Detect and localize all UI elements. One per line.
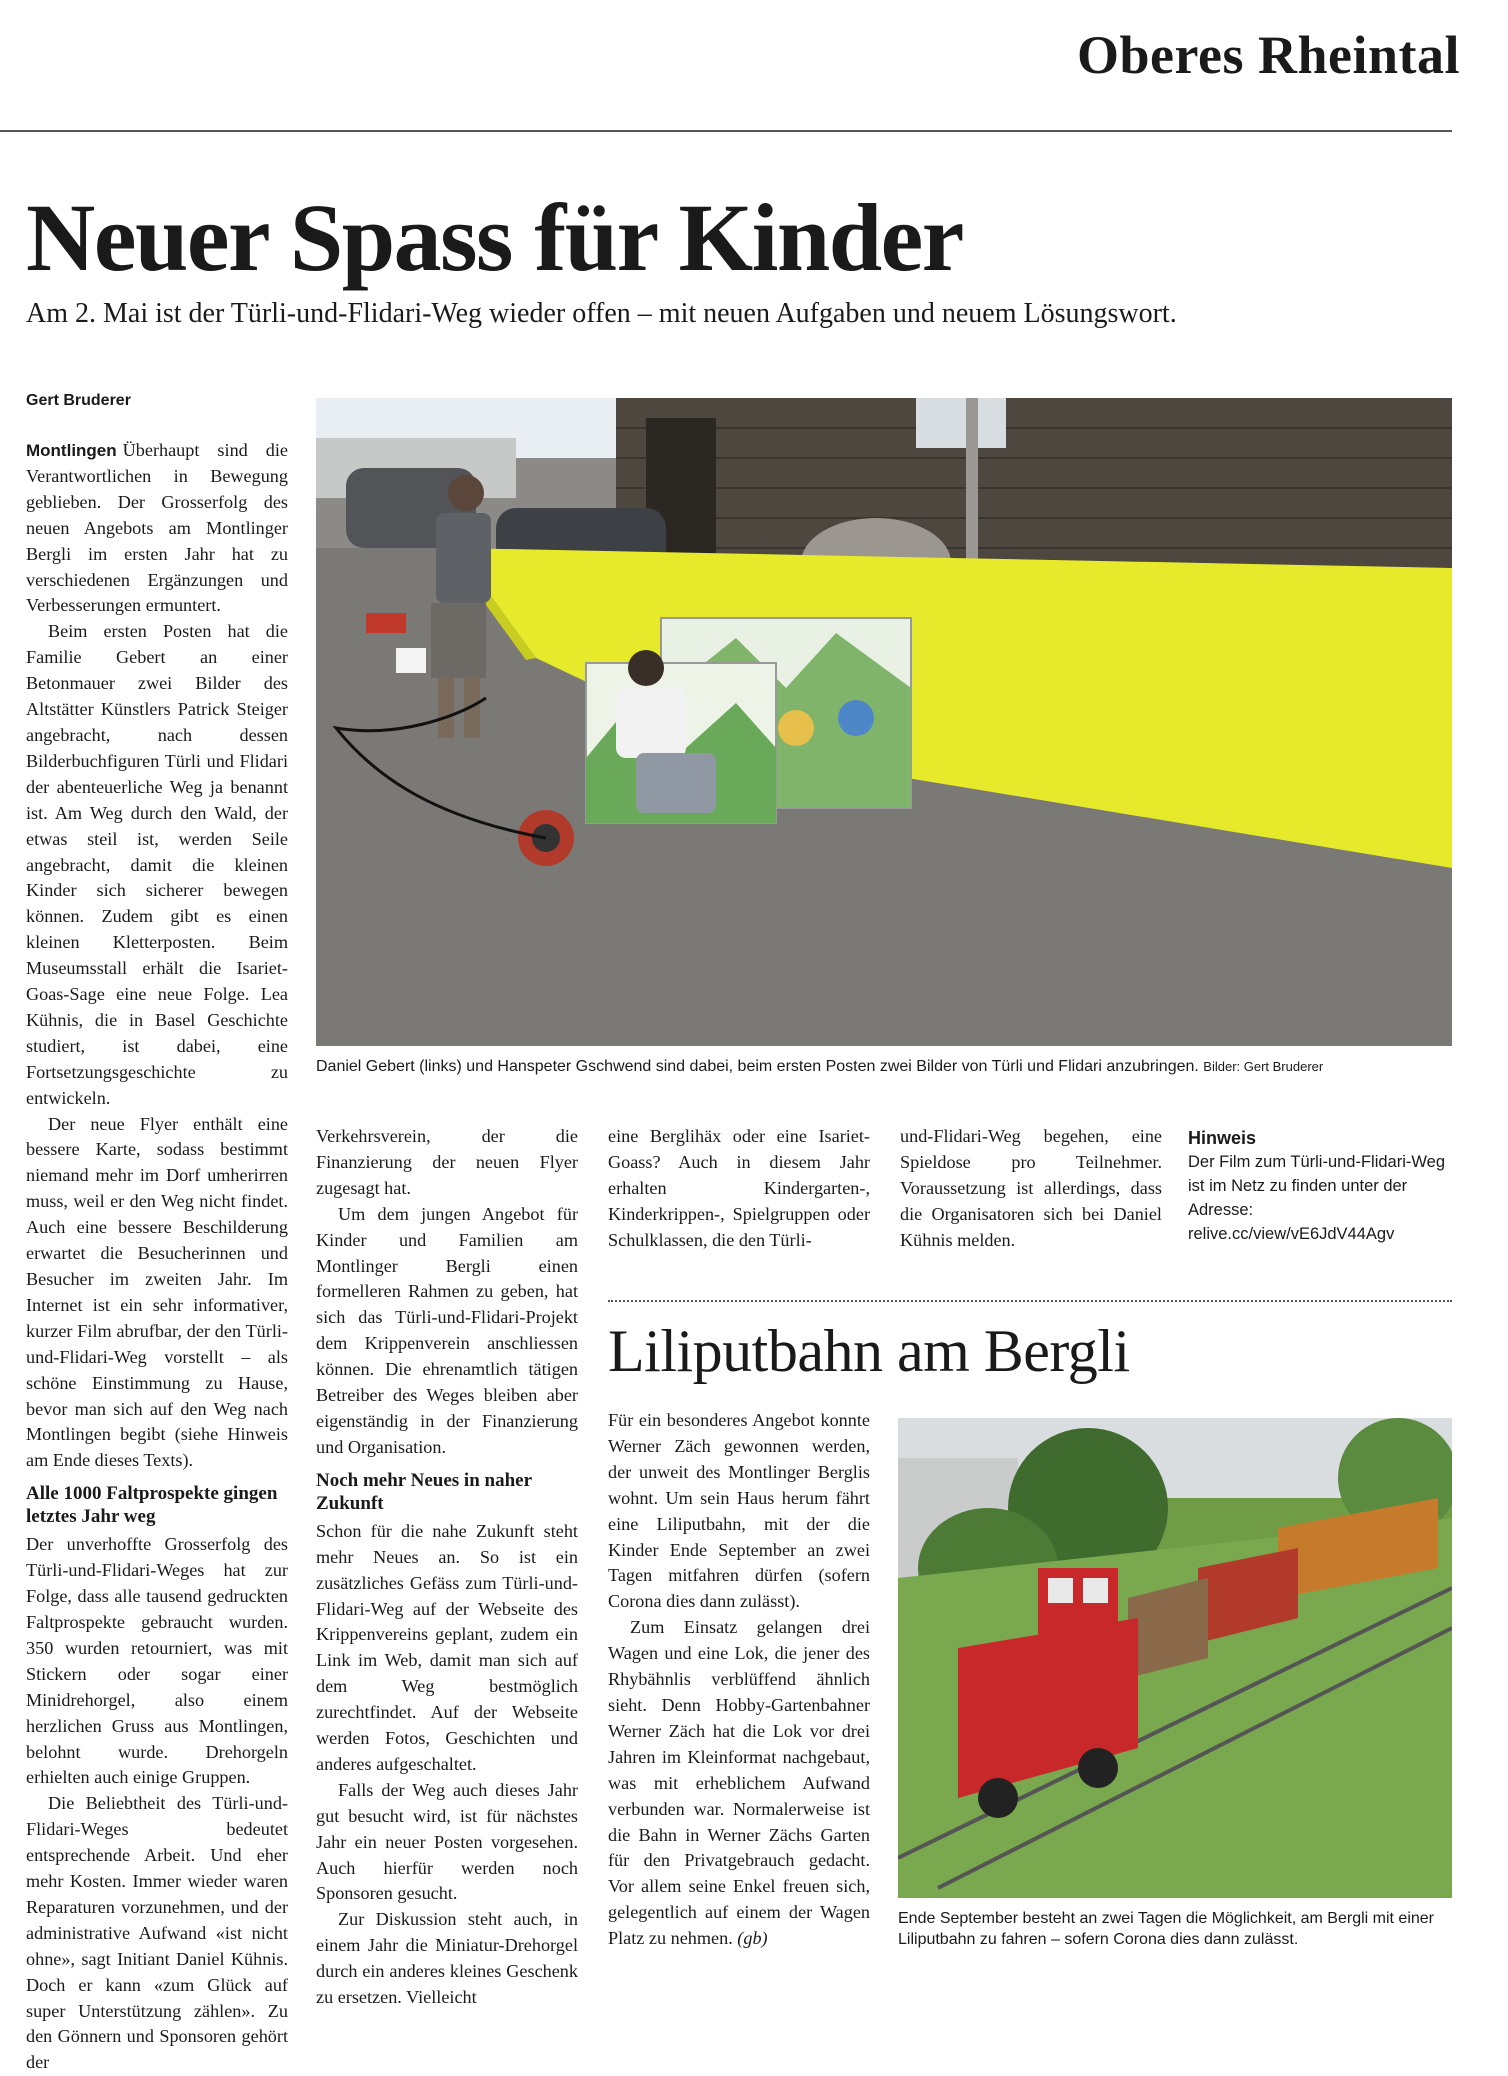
byline: Gert Bruderer: [26, 392, 131, 409]
paragraph: Für ein besonderes Angebot konnte Werner Zäch gewonnen werden, der unweit des Montlinger Berglis wohnt. Um sein Haus herum fährt eine Liliputbahn, mit der die Kinder Ende September an zwei Tagen mitfahren dürfen (sofern Corona dies dann zulässt).: [608, 1410, 870, 1612]
second-article-text: [608, 1408, 870, 1952]
section-title: Oberes Rheintal: [1077, 25, 1460, 85]
photo-wall-painting: [316, 398, 1452, 1046]
section-divider: [608, 1300, 1452, 1302]
paragraph: Verkehrsverein, der die Finanzierung der neuen Flyer zugesagt hat.: [316, 1126, 578, 1198]
header-rule: [0, 130, 1452, 132]
photo-caption-2: Ende September besteht an zwei Tagen die Möglichkeit, am Bergli mit einer Liliputbahn zu fahren – sofern Corona dies dann zulässt.: [898, 1910, 1434, 1948]
subheading: Alle 1000 Faltprospekte gingen letztes Jahr weg: [26, 1483, 278, 1528]
paragraph: Montlingen Überhaupt sind die Verantwortlichen in Bewegung geblieben. Der Grosserfolg des neuen Angebots am Montlinger Bergli im ersten Jahr hat zu verschiedenen Ergänzungen und Verbesserungen ermuntert.: [26, 440, 288, 616]
subheadline: Am 2. Mai ist der Türli-und-Flidari-Weg wieder offen – mit neuen Aufgaben und neuem Lösungswort.: [26, 298, 1177, 329]
paragraph: und-Flidari-Weg begehen, eine Spieldose pro Teilnehmer. Voraussetzung ist allerdings, dass die Organisatoren sich bei Daniel Kühnis melden.: [900, 1126, 1162, 1250]
second-article-headline: Liliputbahn am Bergli: [608, 1318, 1130, 1384]
info-box: [1188, 1126, 1452, 1246]
headline: Neuer Spass für Kinder: [26, 184, 963, 291]
article-column-3: [608, 1124, 870, 1254]
article-column-2: [316, 1124, 578, 2011]
paragraph: Der unverhoffte Grosserfolg des Türli-und-Flidari-Weges hat zur Folge, dass alle tausend gedruckten Faltprospekte gebraucht wurden. 350 wurden retourniert, was mit Stickern oder sogar einer Minidrehorgel, also einem herzlichen Gruss aus Montlingen, belohnt wurde. Drehorgeln erhielten auch einige Gruppen.: [26, 1534, 288, 1788]
photo-credit: Bilder: Gert Bruderer: [1203, 1059, 1324, 1074]
paragraph: eine Berglihäx oder eine Isariet-Goass? Auch in diesem Jahr erhalten Kindergarten-, Kinderkrippen-, Spielgruppen oder Schulklassen, die den Türli-: [608, 1126, 870, 1250]
article-column-1: [26, 438, 288, 2076]
subheading: Noch mehr Neues in naher Zukunft: [316, 1469, 532, 1514]
paragraph: Zum Einsatz gelangen drei Wagen und eine Lok, die jener des Rhybähnlis verblüffend ähnlich sieht. Denn Hobby-Gartenbahner Werner Zäch hat die Lok vor drei Jahren im Kleinformat nachgebaut, was mit erheblichem Aufwand verbunden war. Normalerweise ist die Bahn in Werner Zächs Garten für den Privatgebrauch gedacht. Vor allem seine Enkel freuen sich, gelegentlich auf einem der Wagen Platz zu nehmen. (gb): [608, 1617, 870, 1949]
paragraph: Zur Diskussion steht auch, in einem Jahr die Miniatur-Drehorgel durch ein anderes kleines Geschenk zu ersetzen. Vielleicht: [316, 1909, 578, 2008]
paragraph: Schon für die nahe Zukunft steht mehr Neues an. So ist ein zusätzliches Gefäss zum Türli-und-Flidari-Weg auf der Webseite des Krippenvereins geplant, zudem ein Link im Web, damit man sich auf dem Weg bestmöglich zurechtfindet. Auf der Webseite werden Fotos, Geschichten und anderes aufgeschaltet.: [316, 1520, 578, 1774]
article-column-4: [900, 1124, 1162, 1254]
paragraph: Der neue Flyer enthält eine bessere Karte, sodass bestimmt niemand mehr im Dorf umherirren muss, weil er den Weg nicht findet. Auch eine bessere Beschilderung erwartet die Besucherinnen und Besucher im zweiten Jahr. Im Internet ist ein sehr informativer, kurzer Film abrufbar, der den Türli-und-Flidari-Weg vorstellt – als schöne Einstimmung zu Hause, bevor man sich auf den Weg nach Montlingen begibt (siehe Hinweis am Ende dieses Texts).: [26, 1113, 288, 1471]
paragraph: Falls der Weg auch dieses Jahr gut besucht wird, ist für nächstes Jahr ein neuer Posten vorgesehen. Auch hierfür werden noch Sponsoren gesucht.: [316, 1779, 578, 1904]
photo-miniature-railway: [898, 1418, 1452, 1898]
photo-caption: Daniel Gebert (links) und Hanspeter Gschwend sind dabei, beim ersten Posten zwei Bilder von Türli und Flidari anzubringen. Bilder: Gert Bruderer: [316, 1058, 1324, 1075]
paragraph: Um dem jungen Angebot für Kinder und Familien am Montlinger Bergli einen formelleren Rahmen zu geben, hat sich das Türli-und-Flidari-Projekt dem Krippenverein anschliessen können. Die ehrenamtlich tätigen Betreiber des Weges bleiben aber eigenständig in der Finanzierung und Organisation.: [316, 1203, 578, 1457]
paragraph: Beim ersten Posten hat die Familie Gebert an einer Betonmauer zwei Bilder des Altstätter Künstlers Patrick Steiger angebracht, nach dessen Bilderbuchfiguren Türli und Flidari der abenteuerliche Weg ja benannt ist. Am Weg durch den Wald, der etwas steil ist, werden Seile angebracht, damit die kleinen Kinder sich sicherer bewegen können. Zudem gibt es einen kleinen Kletterposten. Beim Museumsstall erhält die Isariet-Goas-Sage eine neue Folge. Lea Kühnis, die in Basel Geschichte studiert, ist dabei, eine Fortsetzungsgeschichte zu entwickeln.: [26, 621, 288, 1108]
info-box-title: Hinweis: [1188, 1128, 1257, 1148]
info-box-text: Der Film zum Türli-und-Flidari-Weg ist im Netz zu finden unter der Adresse: relive.cc/view/vE6JdV44Agv: [1188, 1153, 1446, 1243]
paragraph: Die Beliebtheit des Türli-und-Flidari-Weges bedeutet entsprechende Arbeit. Und eher mehr Kosten. Immer wieder waren Reparaturen vorzunehmen, und der administrative Aufwand «ist nicht ohne», sagt Initiant Daniel Kühnis. Doch er kann «zum Glück auf super Unterstützung zählen». Zu den Gönnern und Sponsoren gehört der: [26, 1793, 288, 2073]
dateline: Montlingen: [26, 441, 117, 460]
author-signature: (gb): [737, 1928, 768, 1949]
